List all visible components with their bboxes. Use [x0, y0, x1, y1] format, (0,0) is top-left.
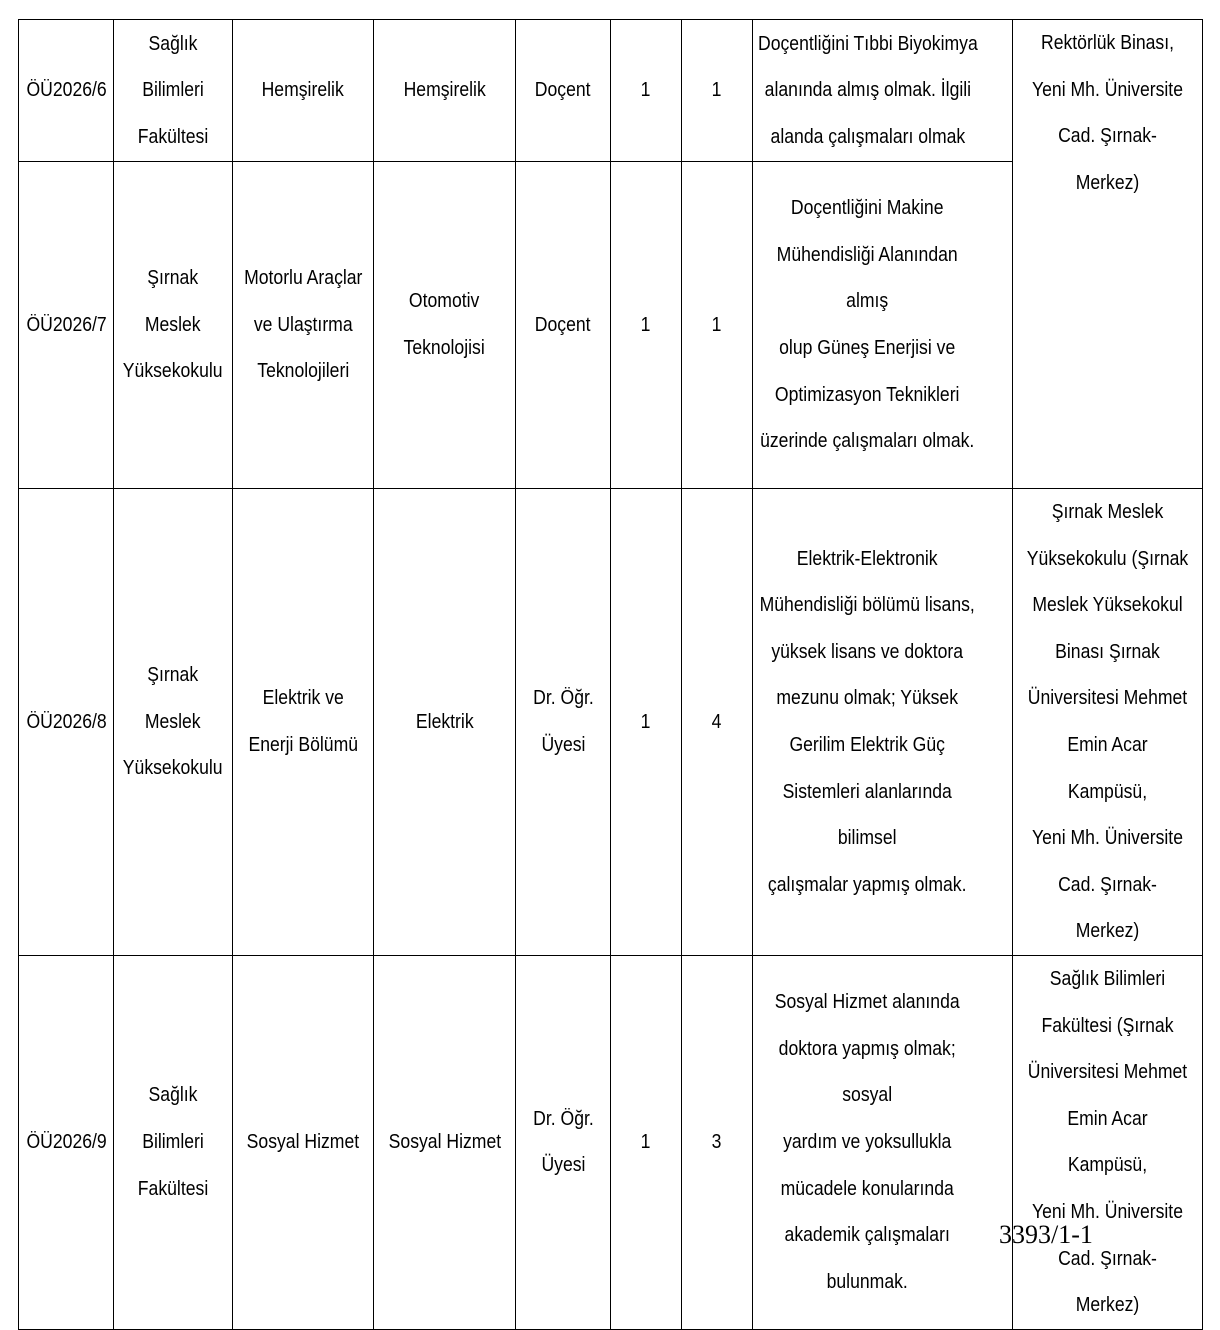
- requirements-text: Elektrik-Elektronik Mühendisliği bölümü lisans, yüksek lisans ve doktora mezunu olmak; Yüksek Gerilim Elektrik Güç Sistemleri alanlarında bilimsel çalışmalar yapmış olmak.: [753, 489, 1013, 956]
- academic-title: Doçent: [516, 20, 611, 162]
- table-row: [19, 20, 1203, 162]
- academic-title: Dr. Öğr. Üyesi: [516, 955, 611, 1329]
- department-name: Hemşirelik: [233, 20, 374, 162]
- department-name: Motorlu Araçlar ve Ulaştırma Teknolojileri: [233, 162, 374, 489]
- unit-name: Şırnak Meslek Yüksekokulu: [114, 489, 233, 956]
- degree-value: 1: [611, 955, 682, 1329]
- posting-code: ÖÜ2026/8: [19, 489, 114, 956]
- position-count: 4: [682, 489, 753, 956]
- academic-title: Dr. Öğr. Üyesi: [516, 489, 611, 956]
- program-name: Hemşirelik: [374, 20, 516, 162]
- requirements-text: Sosyal Hizmet alanında doktora yapmış olmak; sosyal yardım ve yoksullukla mücadele konularında akademik çalışmaları bulunmak.: [753, 955, 1013, 1329]
- table-row: [19, 489, 1203, 956]
- application-address: Rektörlük Binası, Yeni Mh. Üniversite Cad. Şırnak- Merkez): [1013, 20, 1203, 489]
- posting-code: ÖÜ2026/9: [19, 955, 114, 1329]
- academic-title: Doçent: [516, 162, 611, 489]
- requirements-text: Doçentliğini Tıbbi Biyokimya alanında almış olmak. İlgili alanda çalışmaları olmak: [753, 20, 1013, 162]
- position-count: 1: [682, 20, 753, 162]
- position-count: 3: [682, 955, 753, 1329]
- unit-name: Sağlık Bilimleri Fakültesi: [114, 20, 233, 162]
- requirements-text: Doçentliğini Makine Mühendisliği Alanından almış olup Güneş Enerjisi ve Optimizasyon Teknikleri üzerinde çalışmaları olmak.: [753, 162, 1013, 489]
- position-count: 1: [682, 162, 753, 489]
- degree-value: 1: [611, 162, 682, 489]
- unit-name: Sağlık Bilimleri Fakültesi: [114, 955, 233, 1329]
- application-address: Sağlık Bilimleri Fakültesi (Şırnak Üniversitesi Mehmet Emin Acar Kampüsü, Yeni Mh. Üniversite Cad. Şırnak- Merkez): [1013, 955, 1203, 1329]
- department-name: Elektrik ve Enerji Bölümü: [233, 489, 374, 956]
- program-name: Otomotiv Teknolojisi: [374, 162, 516, 489]
- page-reference-number: 3393/1-1: [999, 1220, 1093, 1249]
- department-name: Sosyal Hizmet: [233, 955, 374, 1329]
- posting-code: ÖÜ2026/6: [19, 20, 114, 162]
- program-name: Elektrik: [374, 489, 516, 956]
- program-name: Sosyal Hizmet: [374, 955, 516, 1329]
- degree-value: 1: [611, 489, 682, 956]
- job-postings-table: [18, 19, 1203, 1330]
- posting-code: ÖÜ2026/7: [19, 162, 114, 489]
- unit-name: Şırnak Meslek Yüksekokulu: [114, 162, 233, 489]
- table-row: [19, 955, 1203, 1329]
- degree-value: 1: [611, 20, 682, 162]
- application-address: Şırnak Meslek Yüksekokulu (Şırnak Meslek Yüksekokul Binası Şırnak Üniversitesi Mehmet Emin Acar Kampüsü, Yeni Mh. Üniversite Cad. Şırnak- Merkez): [1013, 489, 1203, 956]
